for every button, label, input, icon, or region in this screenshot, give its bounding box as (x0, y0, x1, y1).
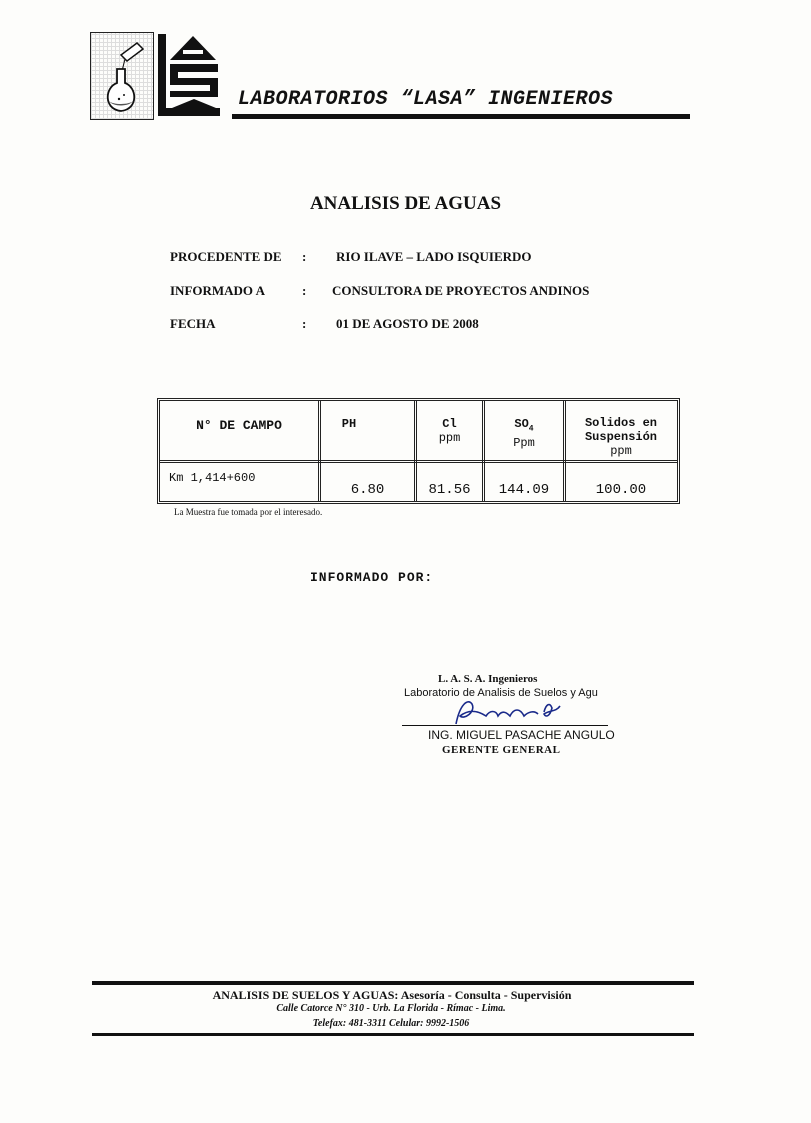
results-table (157, 398, 680, 504)
date-colon: : (302, 316, 307, 331)
cell-solids: 100.00 (595, 482, 647, 498)
origin-colon: : (302, 249, 307, 264)
cell-so4: 144.09 (498, 482, 550, 498)
footer-divider-bottom (92, 1033, 694, 1036)
header-so4: $SO_4$ Ppm (513, 417, 535, 451)
date-label: FECHA (170, 316, 216, 331)
header-cl: Cl ppm (438, 417, 461, 445)
table-row-divider (160, 460, 677, 463)
header-solids: Solidos en Suspensión ppm (584, 416, 657, 458)
footer-services: ANALISIS DE SUELOS Y AGUAS: Asesoría - Consulta - Supervisión (212, 988, 572, 1002)
header-campo: N° DE CAMPO (196, 418, 282, 433)
handwritten-signature (446, 694, 566, 728)
informed-to-label: INFORMADO A (170, 283, 265, 298)
stamp-lab: Laboratorio de Analisis de Suelos y Agu (404, 687, 598, 699)
informed-to-value: CONSULTORA DE PROYECTOS ANDINOS (332, 283, 590, 298)
company-name: LABORATORIOS “LASA” INGENIEROS (238, 88, 614, 111)
origin-value: RIO ILAVE – LADO ISQUIERDO (336, 249, 532, 264)
flask-logo-icon (90, 32, 154, 120)
signature-line (402, 725, 608, 726)
cell-ph: 6.80 (350, 482, 385, 498)
signer-role: GERENTE GENERAL (442, 744, 561, 756)
cell-campo: Km 1,414+600 (169, 471, 256, 485)
header-divider (232, 114, 690, 119)
footer-address: Calle Catorce N° 310 - Urb. La Florida - Rímac - Lima. (276, 1003, 506, 1014)
informed-to-colon: : (302, 283, 307, 298)
stamp-company: L. A. S. A. Ingenieros (438, 673, 538, 685)
cell-cl: 81.56 (428, 482, 471, 498)
origin-label: PROCEDENTE DE (170, 249, 282, 264)
date-value: 01 DE AGOSTO DE 2008 (336, 316, 479, 331)
footer-divider-top (92, 981, 694, 985)
document-title: ANALISIS DE AGUAS (309, 193, 502, 214)
informed-by-heading: INFORMADO POR: (310, 570, 434, 585)
sample-note: La Muestra fue tomada por el interesado. (174, 507, 323, 517)
signer-name: ING. MIGUEL PASACHE ANGULO (428, 728, 615, 742)
footer-phones: Telefax: 481-3311 Celular: 9992-1506 (312, 1018, 470, 1029)
lasa-letters-logo (156, 32, 226, 118)
header-ph: PH (341, 417, 357, 431)
